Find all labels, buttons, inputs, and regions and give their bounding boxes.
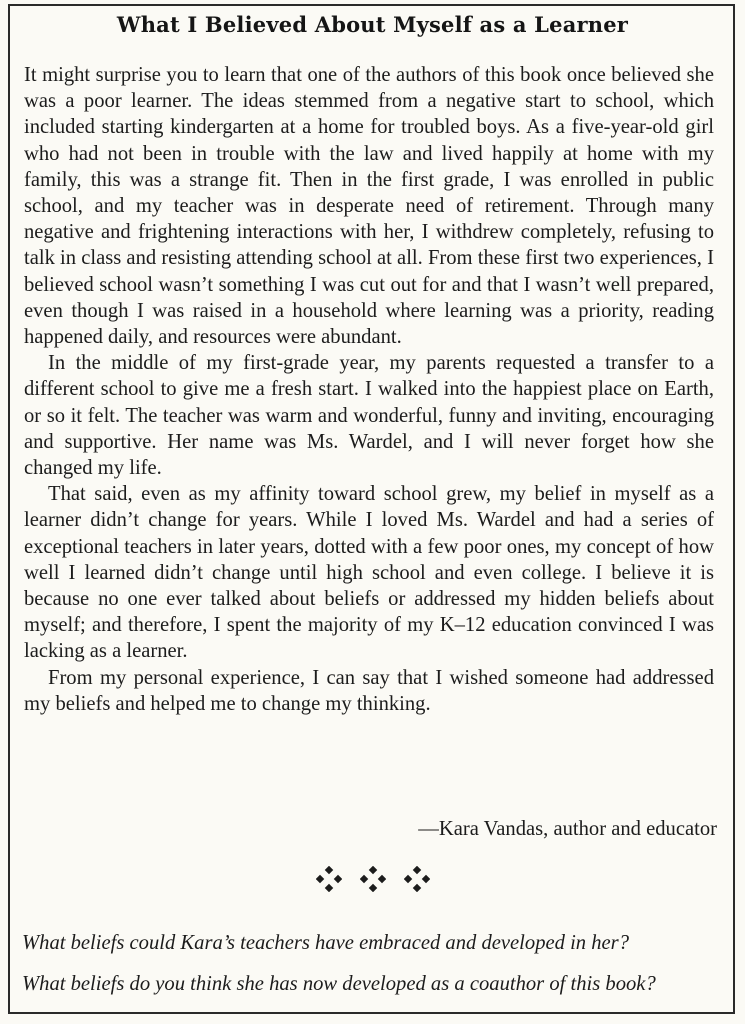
- box-title: What I Believed About Myself as a Learner: [116, 12, 629, 37]
- reflection-question-2: What beliefs do you think she has now developed as a coauthor of this book?: [22, 973, 656, 995]
- author-signature: —Kara Vandas, author and educator: [418, 818, 717, 840]
- paragraph-4: From my personal experience, I can say that I wished someone had addressed my beliefs and helped me to change my thinking.: [24, 666, 714, 715]
- ornament-divider: [0, 866, 745, 896]
- paragraph-1: It might surprise you to learn that one of the authors of this book once believed she was a poor learner. The ideas stemmed from a negative start to school, which included starting kindergarten at a home for troubled boys. As a five-year-old girl who had not been in trouble with the law and lived happily at home with my family, this was a strange fit. Then in the first grade, I was enrolled in public school, and my teacher was in desperate need of retirement. Through many negative and frightening interactions with her, I withdrew completely, refusing to talk in class and resisting attending school at all. From these first two experiences, I believed school wasn’t something I was cut out for and that I wasn’t well prepared, even though I was raised in a household where learning was a priority, reading happened daily, and resources were abundant.: [24, 64, 714, 349]
- diamond-ornament-icon: [316, 866, 342, 892]
- story-body: [24, 62, 714, 717]
- paragraph-3: That said, even as my affinity toward school grew, my belief in myself as a learner didn’t change for years. While I loved Ms. Wardel and had a series of exceptional teachers in later years, dotted with a few poor ones, my concept of how well I learned didn’t change until high school and even college. I believe it is because no one ever talked about beliefs or addressed my hidden beliefs about myself; and therefore, I spent the majority of my K–12 education convinced I was lacking as a learner.: [24, 483, 714, 663]
- reflection-question-1: What beliefs could Kara’s teachers have embraced and developed in her?: [22, 932, 629, 954]
- diamond-ornament-icon: [404, 866, 430, 892]
- paragraph-2: In the middle of my first-grade year, my parents requested a transfer to a different school to give me a fresh start. I walked into the happiest place on Earth, or so it felt. The teacher was warm and wonderful, funny and inviting, encouraging and supportive. Her name was Ms. Wardel, and I will never forget how she changed my life.: [24, 352, 714, 480]
- diamond-ornament-icon: [360, 866, 386, 892]
